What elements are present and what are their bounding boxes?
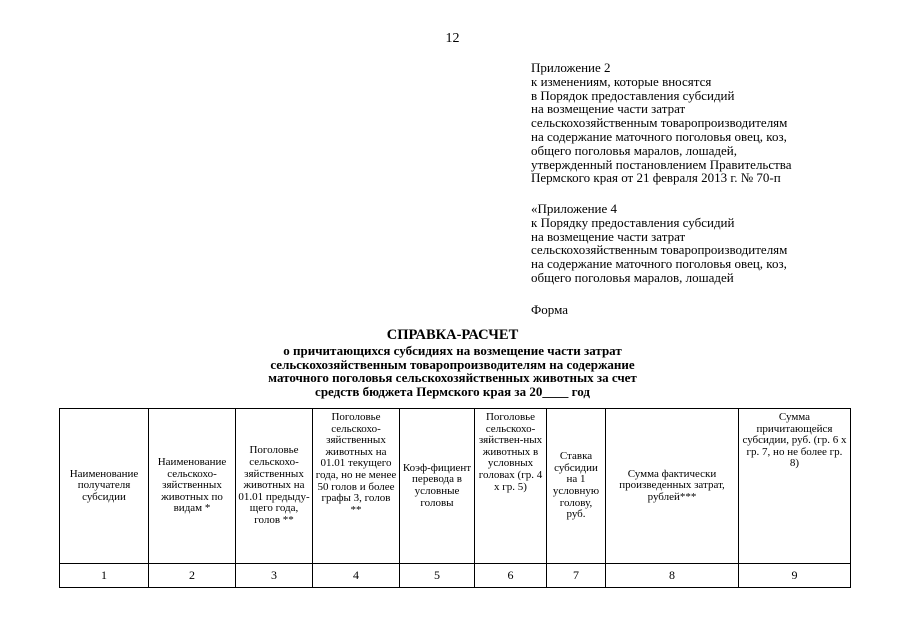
column-number: 4 xyxy=(313,564,400,588)
appendix-2-line: сельскохозяйственным товаропроизводителям xyxy=(531,115,788,131)
column-number: 5 xyxy=(400,564,475,588)
appendix-2-line: к изменениям, которые вносятся xyxy=(531,73,712,89)
appendix-4-header xyxy=(531,202,787,285)
appendix-4-line: на содержание маточного поголовья овец, коз, xyxy=(531,256,787,272)
appendix-2-line: на возмещение части затрат xyxy=(531,101,686,117)
page-number: 12 xyxy=(445,31,460,46)
header-cell-conversion-coefficient: Коэф-фициент перевода в условные головы xyxy=(400,409,475,564)
header-cell-actual-costs: Сумма фактически произведенных затрат, рублей*** xyxy=(606,409,739,564)
header-row xyxy=(60,409,851,564)
header-cell-herd-prev-year: Поголовье сельскохо-зяйственных животных на 01.01 предыду-щего года, голов ** xyxy=(236,409,313,564)
header-cell-herd-current-year: Поголовье сельскохо-зяйственных животных на 01.01 текущего года, но не менее 50 голов и более графы 3, голов ** xyxy=(313,409,400,564)
header-cell-recipient: Наименование получателя субсидии xyxy=(60,409,149,564)
title-line: о причитающихся субсидиях на возмещение части затрат xyxy=(283,343,622,358)
title-line: маточного поголовья сельскохозяйственных животных за счет xyxy=(268,370,637,386)
document-title xyxy=(0,327,905,398)
column-number-row xyxy=(60,564,851,588)
form-label: Форма xyxy=(531,302,568,317)
column-number: 1 xyxy=(60,564,149,588)
calculation-table xyxy=(59,408,851,588)
appendix-2-line: на содержание маточного поголовья овец, коз, xyxy=(531,128,787,144)
title-line: сельскохозяйственным товаропроизводителям на содержание xyxy=(270,356,635,372)
column-number: 9 xyxy=(739,564,851,588)
appendix-2-line: Приложение 2 xyxy=(531,60,611,75)
appendix-4-line: на возмещение части затрат xyxy=(531,228,686,244)
title-main: СПРАВКА-РАСЧЕТ xyxy=(386,327,519,343)
appendix-4-line: к Порядку предоставления субсидий xyxy=(531,214,735,230)
column-number: 3 xyxy=(236,564,313,588)
appendix-4-line: общего поголовья маралов, лошадей xyxy=(531,269,734,285)
title-line: средств бюджета Пермского края за 20____ год xyxy=(315,383,590,399)
column-number: 6 xyxy=(475,564,547,588)
appendix-4-line: «Приложение 4 xyxy=(531,201,618,216)
appendix-4-line: сельскохозяйственным товаропроизводителям xyxy=(531,242,788,258)
header-cell-subsidy-amount: Сумма причитающейся субсидии, руб. (гр. 6 x гр. 7, но не более гр. 8) xyxy=(739,409,851,564)
appendix-2-header xyxy=(531,61,792,185)
appendix-2-line: Пермского края от 21 февраля 2013 г. № 70-п xyxy=(531,170,781,186)
column-number: 2 xyxy=(149,564,236,588)
header-cell-conditional-heads: Поголовье сельскохо-зяйствен-ных животных в условных головах (гр. 4 x гр. 5) xyxy=(475,409,547,564)
appendix-2-line: утвержденный постановлением Правительства xyxy=(531,156,792,172)
header-cell-animal-type: Наименование сельскохо-зяйственных животных по видам * xyxy=(149,409,236,564)
appendix-2-line: общего поголовья маралов, лошадей, xyxy=(531,142,738,158)
header-cell-subsidy-rate: Ставка субсидии на 1 условную голову, руб. xyxy=(547,409,606,564)
column-number: 7 xyxy=(547,564,606,588)
appendix-2-line: в Порядок предоставления субсидий xyxy=(531,87,735,103)
column-number: 8 xyxy=(606,564,739,588)
